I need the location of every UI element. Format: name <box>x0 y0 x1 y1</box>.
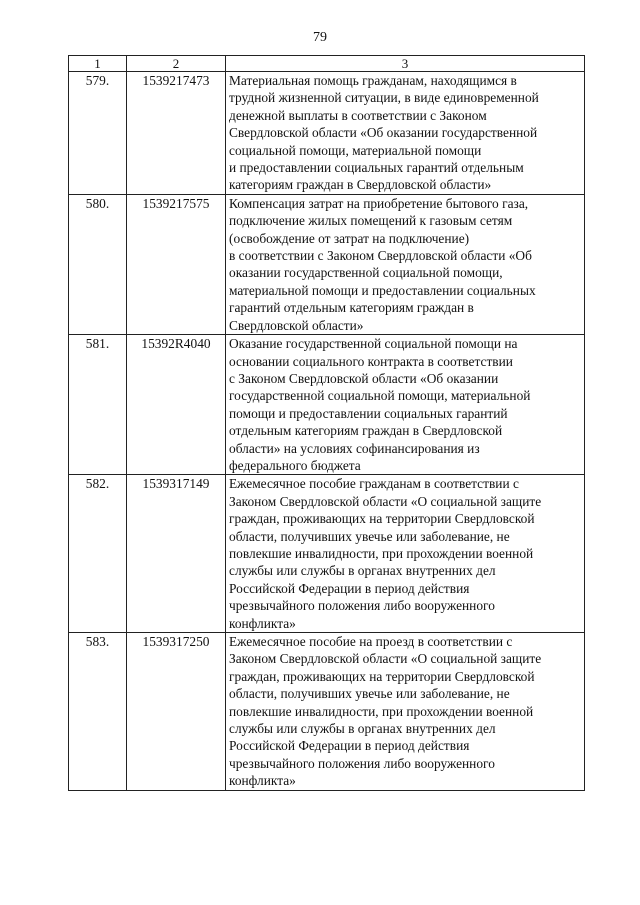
table-row <box>69 475 585 633</box>
description-line: с Законом Свердловской области «Об оказании <box>229 370 499 386</box>
description-line: гарантий отдельным категориям граждан в <box>229 300 474 316</box>
row-description <box>226 475 585 633</box>
budget-codes-table <box>68 55 585 791</box>
description-line: государственной социальной помощи, материальной <box>229 388 531 404</box>
table-header-row <box>69 56 585 72</box>
row-number: 582. <box>69 475 127 633</box>
table-row <box>69 335 585 475</box>
description-line: Свердловской области «Об оказании государственной <box>229 125 538 141</box>
description-line: Российской Федерации в период действия <box>229 580 470 596</box>
row-number: 581. <box>69 335 127 475</box>
description-line: повлекшие инвалидности, при прохождении военной <box>229 545 534 561</box>
description-line: помощи и предоставлении социальных гарантий <box>229 405 508 421</box>
description-line: Свердловской области» <box>229 317 364 333</box>
row-description <box>226 633 585 791</box>
description-line: повлекшие инвалидности, при прохождении военной <box>229 703 534 719</box>
description-line: и предоставлении социальных гарантий отдельным <box>229 160 524 176</box>
column-header-3: 3 <box>226 56 585 72</box>
description-line: (освобождение от затрат на подключение) <box>229 230 470 246</box>
row-description <box>226 335 585 475</box>
row-number: 580. <box>69 194 127 334</box>
row-number: 579. <box>69 72 127 195</box>
description-line: граждан, проживающих на территории Свердловской <box>229 511 535 527</box>
description-line: Оказание государственной социальной помощи на <box>229 336 518 352</box>
description-line: Законом Свердловской области «О социальной защите <box>229 651 542 667</box>
description-line: трудной жизненной ситуации, в виде единовременной <box>229 90 539 106</box>
budget-code: 1539317250 <box>127 633 226 791</box>
description-line: чрезвычайного положения либо вооруженного <box>229 598 495 614</box>
row-description <box>226 194 585 334</box>
column-header-2: 2 <box>127 56 226 72</box>
description-line: Ежемесячное пособие на проезд в соответствии с <box>229 634 513 649</box>
description-line: службы или службы в органах внутренних дел <box>229 563 496 579</box>
budget-code: 1539217575 <box>127 194 226 334</box>
description-line: федерального бюджета <box>229 457 361 473</box>
description-line: области, получивших увечье или заболевание, не <box>229 528 510 544</box>
description-line: области» на условиях софинансирования из <box>229 440 480 456</box>
row-description <box>226 72 585 195</box>
description-line: категориям граждан в Свердловской области» <box>229 177 492 193</box>
description-line: в соответствии с Законом Свердловской области «Об <box>229 248 532 264</box>
description-line: Законом Свердловской области «О социальной защите <box>229 493 542 509</box>
description-line: основании социального контракта в соответствии <box>229 353 513 369</box>
description-line: конфликта» <box>229 615 296 631</box>
description-line: Российской Федерации в период действия <box>229 738 470 754</box>
budget-code: 1539217473 <box>127 72 226 195</box>
description-line: Ежемесячное пособие гражданам в соответствии с <box>229 476 519 492</box>
description-line: Материальная помощь гражданам, находящимся в <box>229 73 517 88</box>
description-line: оказании государственной социальной помощи, <box>229 265 503 281</box>
description-line: подключение жилых помещений к газовым сетям <box>229 213 513 229</box>
description-line: Компенсация затрат на приобретение бытового газа, <box>229 195 529 211</box>
description-line: граждан, проживающих на территории Свердловской <box>229 668 535 684</box>
description-line: отдельным категориям граждан в Свердловской <box>229 423 503 439</box>
description-line: службы или службы в органах внутренних дел <box>229 721 496 737</box>
description-line: социальной помощи, материальной помощи <box>229 142 482 158</box>
budget-code: 1539317149 <box>127 475 226 633</box>
page-number: 79 <box>313 30 327 45</box>
description-line: чрезвычайного положения либо вооруженного <box>229 755 495 771</box>
table-row <box>69 72 585 195</box>
description-line: конфликта» <box>229 773 296 789</box>
table-row <box>69 633 585 791</box>
column-header-1: 1 <box>69 56 127 72</box>
description-line: материальной помощи и предоставлении социальных <box>229 282 536 298</box>
description-line: денежной выплаты в соответствии с Законом <box>229 107 487 123</box>
row-number: 583. <box>69 633 127 791</box>
table-row <box>69 194 585 334</box>
budget-code: 15392R4040 <box>127 335 226 475</box>
description-line: области, получивших увечье или заболевание, не <box>229 686 510 702</box>
